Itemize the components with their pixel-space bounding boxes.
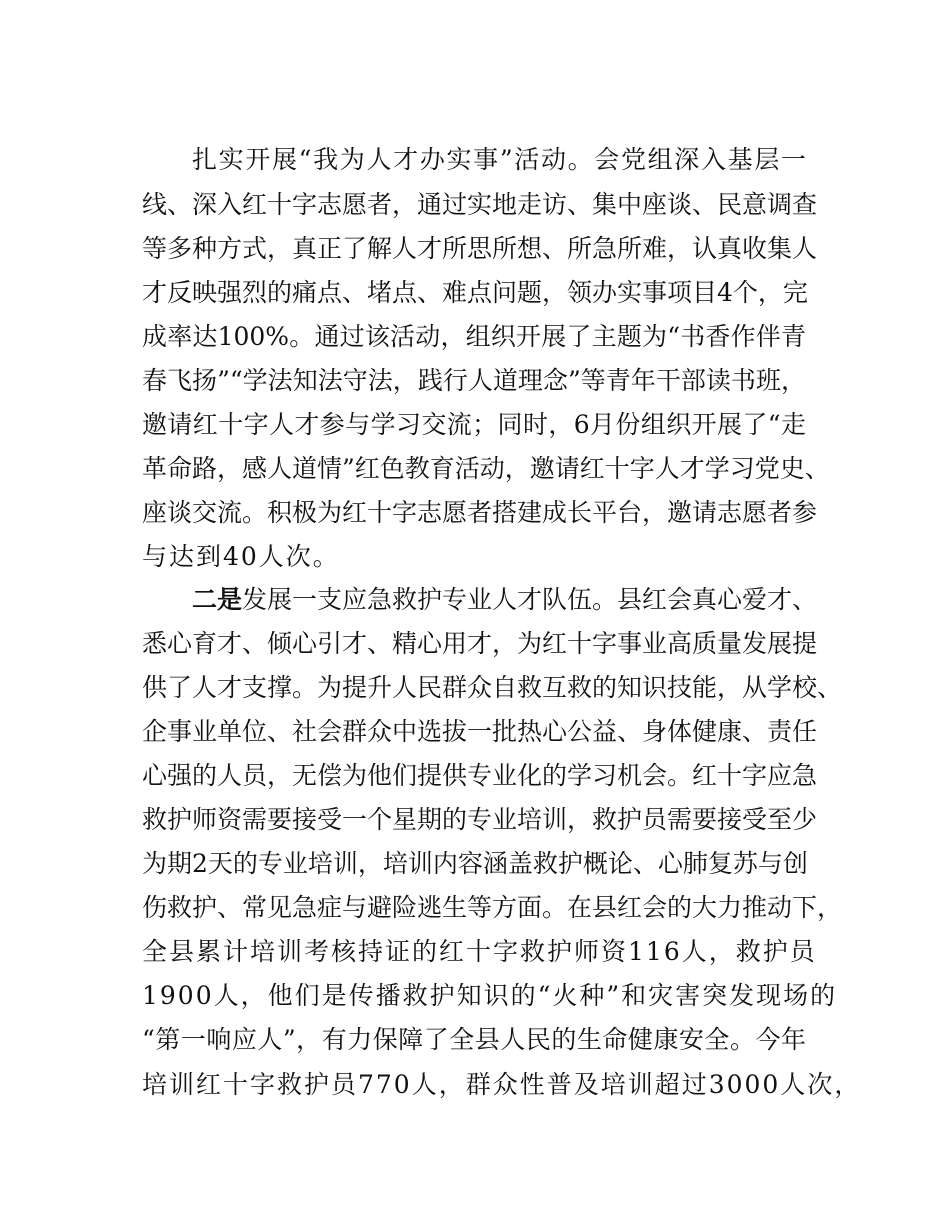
paragraph-line: 1900人，他们是传播救护知识的“火种”和灾害突发现场的: [142, 981, 838, 1010]
paragraph-line: “第一响应人”，有力保障了全县人民的生命健康安全。今年: [142, 1025, 806, 1054]
paragraph-line: 邀请红十字人才参与学习交流；同时，6月份组织开展了“走: [142, 410, 806, 439]
section-lead: 二是: [192, 585, 243, 614]
paragraph-line: 成率达100%。通过该活动，组织开展了主题为“书香作伴青: [142, 322, 806, 351]
paragraph-line: 供了人才支撑。为提升人民群众自救互救的知识技能，从学校、: [142, 673, 843, 702]
paragraph-line: 扎实开展“我为人才办实事”活动。会党组深入基层一: [192, 145, 806, 174]
paragraph-line: 春飞扬”“学法知法守法，践行人道理念”等青年干部读书班，: [142, 366, 806, 395]
paragraph-line: 企事业单位、社会群众中选拔一批热心公益、身体健康、责任: [142, 717, 818, 746]
paragraph-line: 才反映强烈的痛点、堵点、难点问题，领办实事项目4个，完: [142, 278, 808, 307]
paragraph-line: 培训红十字救护员770人，群众性普及培训超过3000人次，: [142, 1070, 862, 1099]
paragraph-line: 革命路，感人道情”红色教育活动，邀请红十字人才学习党史、: [142, 454, 830, 483]
paragraph-line: 悉心育才、倾心引才、精心用才，为红十字事业高质量发展提: [142, 629, 818, 658]
paragraph-line: 等多种方式，真正了解人才所思所想、所急所难，认真收集人: [142, 234, 818, 263]
paragraph-line: 与达到40人次。: [142, 542, 340, 571]
paragraph-line: 伤救护、常见急症与避险逃生等方面。在县红会的大力推动下，: [142, 893, 843, 922]
paragraph-line: 为期2天的专业培训，培训内容涵盖救护概论、心肺复苏与创: [142, 849, 808, 878]
paragraph-line: 心强的人员，无偿为他们提供专业化的学习机会。红十字应急: [142, 761, 818, 790]
paragraph-line: 全县累计培训考核持证的红十字救护师资116人，救护员: [142, 937, 817, 966]
paragraph-line: 救护师资需要接受一个星期的专业培训，救护员需要接受至少: [142, 805, 818, 834]
paragraph-line: [192, 584, 818, 616]
paragraph-text: 发展一支应急救护专业人才队伍。县红会真心爱才、: [242, 585, 818, 614]
paragraph-line: 座谈交流。积极为红十字志愿者搭建成长平台，邀请志愿者参: [142, 498, 818, 527]
paragraph-line: 线、深入红十字志愿者，通过实地走访、集中座谈、民意调查: [142, 190, 818, 219]
